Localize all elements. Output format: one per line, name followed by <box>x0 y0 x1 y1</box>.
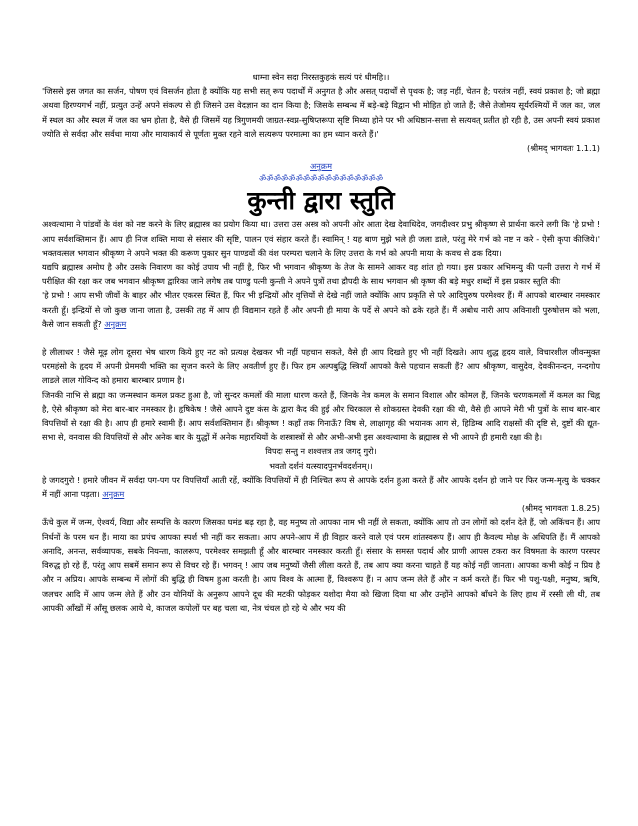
paragraph-6-text: हे जगदगुरो ! हमारे जीवन में सर्वदा पग-पग पर विपत्तियाँ आती रहें, क्योंकि विपत्तियों में ही निश्चित रूप से आपके दर्शन हुआ करते हैं और आपके दर्शन हो जाने पर फिर जन्म-मृत्यु के चक्कर में नहीं आना पड़ता। <box>42 474 600 500</box>
paragraph-intro: 'जिससे इस जगत का सर्जन, पोषण एवं विसर्जन होता है क्योंकि यह सभी सत् रूप पदार्थों में अनुगत है और असत् पदार्थों से पृथक है; जड़ नहीं, चेतन है; परतंत्र नहीं, स्वयं प्रकाश है; जो ब्रह्मा अथवा हिरण्यगर्भ नहीं, प्रत्युत उन्हें अपने संकल्प से ही जिसने उस वेदज्ञान का दान किया है; जिसके सम्बन्ध में बड़े-बड़े विद्वान भी मोहित हो जाते हैं; जैसे तेजोमय सूर्यरश्मियों में जल का, जल में स्थल का और स्थल में जल का भ्रम होता है, वैसे ही जिसमें यह त्रिगुणमयी जाग्रत-स्वप्न-सुषिप्तरूपा सृष्टि मिथ्या होने पर भी अधिष्ठान-सत्ता से सत्यवत् प्रतीत हो रही है, उस अपनी स्वयं प्रकाश ज्योति से सर्वदा और सर्वथा माया और मायाकार्य से पूर्णतः मुक्त रहने वाले सत्यरूप परमात्मा का हम ध्यान करते हैं।' <box>42 86 600 139</box>
paragraph-3 <box>42 288 600 331</box>
anukram-link-top-wrapper <box>42 159 600 173</box>
verse-line-1: विपदः सन्तु न शश्वत्तत्र तत्र जगद् गुरो। <box>265 446 377 457</box>
paragraph-7: ऊँचे कुल में जन्म, ऐश्वर्य, विद्या और सम्पत्ति के कारण जिसका घमंड बढ़ रहा है, वह मनुष्य तो आपका नाम भी नहीं ले सकता, क्योंकि आप तो उन लोगों को दर्शन देते हैं, जो अकिंचन हैं। आप निर्धनों के परम धन हैं। माया का प्रपंच आपका स्पर्श भी नहीं कर सकता। आप अपने-आप में ही विहार करने वाले एवं परम शांतस्वरूप हैं। आप ही कैवल्य मोक्ष के अधिपति हैं। मैं आपको अनादि, अनन्त, सर्वव्यापक, सबके नियन्ता, कालरूप, परमेश्वर समझती हूँ और बारम्बार नमस्कार करती हूँ। संसार के समस्त पदार्थ और प्राणी आपस टकरा कर विषमता के कारण परस्पर विरुद्ध हो रहे हैं, परंतु आप सबमें समान रूप से विचर रहे हैं। भगवन् ! आप जब मनुष्यों जैसी लीला करते हैं, तब आप क्या करना चाहते हैं यह कोई नहीं जानता। आपका कभी कोई न प्रिय है और न अप्रिय। आपके सम्बन्ध में लोगों की बुद्धि ही विषम हुआ करती है। आप विश्व के आत्मा हैं, विश्वरूप हैं। न आप जन्म लेते हैं और न कर्म करते हैं। फिर भी पशु-पक्षी, मनुष्य, ऋषि, जलचर आदि में आप जन्म लेते हैं और उन योनियों के अनुरूप आपने दूध की मटकी फोड़कर यशोदा मैया को खिजा दिया था और उन्होंने आपको बाँधने के लिए हाथ में रस्सी ली थी, तब आपकी आँखों में आँसू छलक आये थे, काजल कपोलों पर बह चला था, नेत्र चंचल हो रहे थे और भय की <box>42 517 600 613</box>
paragraph-4: हे लीलाधर ! जैसे मूढ़ लोग दूसरा भेष धारण किये हुए नट को प्रत्यक्ष देखकर भी नहीं पहचान सकते, वैसे ही आप दिखते हुए भी नहीं दिखते। आप शुद्ध हृदय वाले, विचारशील जीवन्मुक्त परमहंसो के हृदय में अपनी प्रेममयी भक्ति का सृजन करने के लिए अवतीर्ण हुए हैं। फिर हम अल्पबुद्धि स्त्रियाँ आपको कैसे पहचान सकती हैं? आप श्रीकृष्ण, वासुदेव, देवकीनन्दन, नन्दगोप लाडले लाल गोविन्द को हमारा बारम्बार प्रणाम है। <box>42 347 600 386</box>
section-title: कुन्ती द्वारा स्तुति <box>247 186 395 216</box>
verse-line-2: भवतो दर्शनं यत्स्यादपुनर्भवदर्शनम्।। <box>269 460 373 471</box>
paragraph-6 <box>42 473 600 501</box>
paragraph-5: जिनकी नाभि से ब्रह्मा का जन्मस्थान कमल प्रकट हुआ है, जो सुन्दर कमलों की माला धारण करते हैं, जिनके नेत्र कमल के समान विशाल और कोमल हैं, जिनके चरणकमलों में कमल का चिह्न है, ऐसे श्रीकृष्ण को मेरा बार-बार नमस्कार है। हृषिकेष ! जैसे आपने दुष्ट कंस के द्वारा कैद की हुई और चिरकाल से शोकग्रस्त देवकी रक्षा की थी, वैसे ही आपने मेरी भी पुत्रों के साथ बार-बार विपत्तियों से रक्षा की है। आप ही हमारे स्वामी हैं। आप सर्वशक्तिमान हैं। श्रीकृष्ण ! कहाँ तक गिनाऊँ? विष से, लाक्षागृह की भयानक आग से, हिडिम्ब आदि राक्षसों की दृष्टि से, दुष्टों की द्यूत-सभा से, वनवास की विपत्तियों से और अनेक बार के युद्धों में अनेक महारथियों के शस्त्रास्त्रों से और अभी-अभी इस अश्वत्थामा के ब्रह्मास्त्र से भी आपने ही हमारी रक्षा की है। <box>42 389 600 443</box>
document-page <box>42 70 600 615</box>
spacer <box>42 331 600 345</box>
paragraph-2: यद्यपि ब्रह्मास्त्र अमोघ है और उसके निवारण का कोई उपाय भी नहीं है, फिर भी भगवान श्रीकृष्ण के तेज के सामने आकर वह शांत हो गया। इस प्रकार अभिमन्यु की पत्नी उत्तरा गे गर्भ में परीक्षित की रक्षा कर जब भगवान श्रीकृष्ण द्वारिका जाने लगेष तब पाण्डु पत्नी कुन्ती ने अपने पुत्रों तथा द्रौपदी के साथ भगवान श्री कृष्ण की बड़े मधुर शब्दों में इस प्रकार स्तुति कीः <box>42 262 600 287</box>
reference-bhagavat-1: (श्रीमद् भागवतः 1.1.1) <box>527 143 600 154</box>
reference-bhagavat-2: (श्रीमद् भागवतः 1.8.25) <box>521 503 600 514</box>
anukram-link-top[interactable]: अनुक्रम <box>310 161 332 172</box>
shloka-top: धाम्ना स्वेन सदा निरस्तकुहकं सत्यं परं धीमहि।। <box>252 72 390 82</box>
ornament-divider: ॐॐॐॐॐॐॐॐॐॐॐॐॐॐॐॐॐ <box>258 174 384 184</box>
paragraph-1: अश्वत्थामा ने पांडवों के वंश को नष्ट करने के लिए ब्रह्मास्त्र का प्रयोग किया था। उत्तरा उस अस्त्र को अपनी ओर आता देख देवाधिदेव, जगदीश्वर प्रभु श्रीकृष्ण से प्रार्थना करने लगी कि 'हे प्रभो ! आप सर्वशक्तिमान हैं। आप ही निज शक्ति माया से संसार की सृष्टि, पालन एवं संहार करते हैं। स्वामिन् ! यह बाण मुझे भले ही जला डाले, परंतु मेरे गर्भ को नष्ट न करे - ऐसी कृपा कीजिये।' भक्तवत्सल भगवान श्रीकृष्ण ने अपने भक्त की करूण पुकार सुन पाण्डवों की वंश परम्परा चलाने के लिए उत्तरा के गर्भ को अपनी माया के कवच से ढक दिया। <box>42 219 600 258</box>
anukram-link-inline-2[interactable]: अनुक्रम <box>102 489 125 500</box>
paragraph-3-text: 'हे प्रभो ! आप सभी जीवों के बाहर और भीतर एकरस स्थित हैं, फिर भी इन्द्रियों और वृत्तियों से देखे नहीं जाते क्योंकि आप प्रकृति से परे आदिपुरुष परमेश्वर हैं। मैं आपको बारम्बार नमस्कार करती हूँ। इन्द्रियों से जो कुछ जाना जाता है, उसकी तह में आप ही विद्यमान रहते हैं और अपनी ही माया के पर्दे से अपने को ढके रहते हैं। मैं अबोध नारी आप अविनाशी पुरुषोत्तम को भला, कैसे जान सकती हूँ? <box>42 290 600 329</box>
anukram-link-inline-1[interactable]: अनुक्रम <box>104 318 127 329</box>
